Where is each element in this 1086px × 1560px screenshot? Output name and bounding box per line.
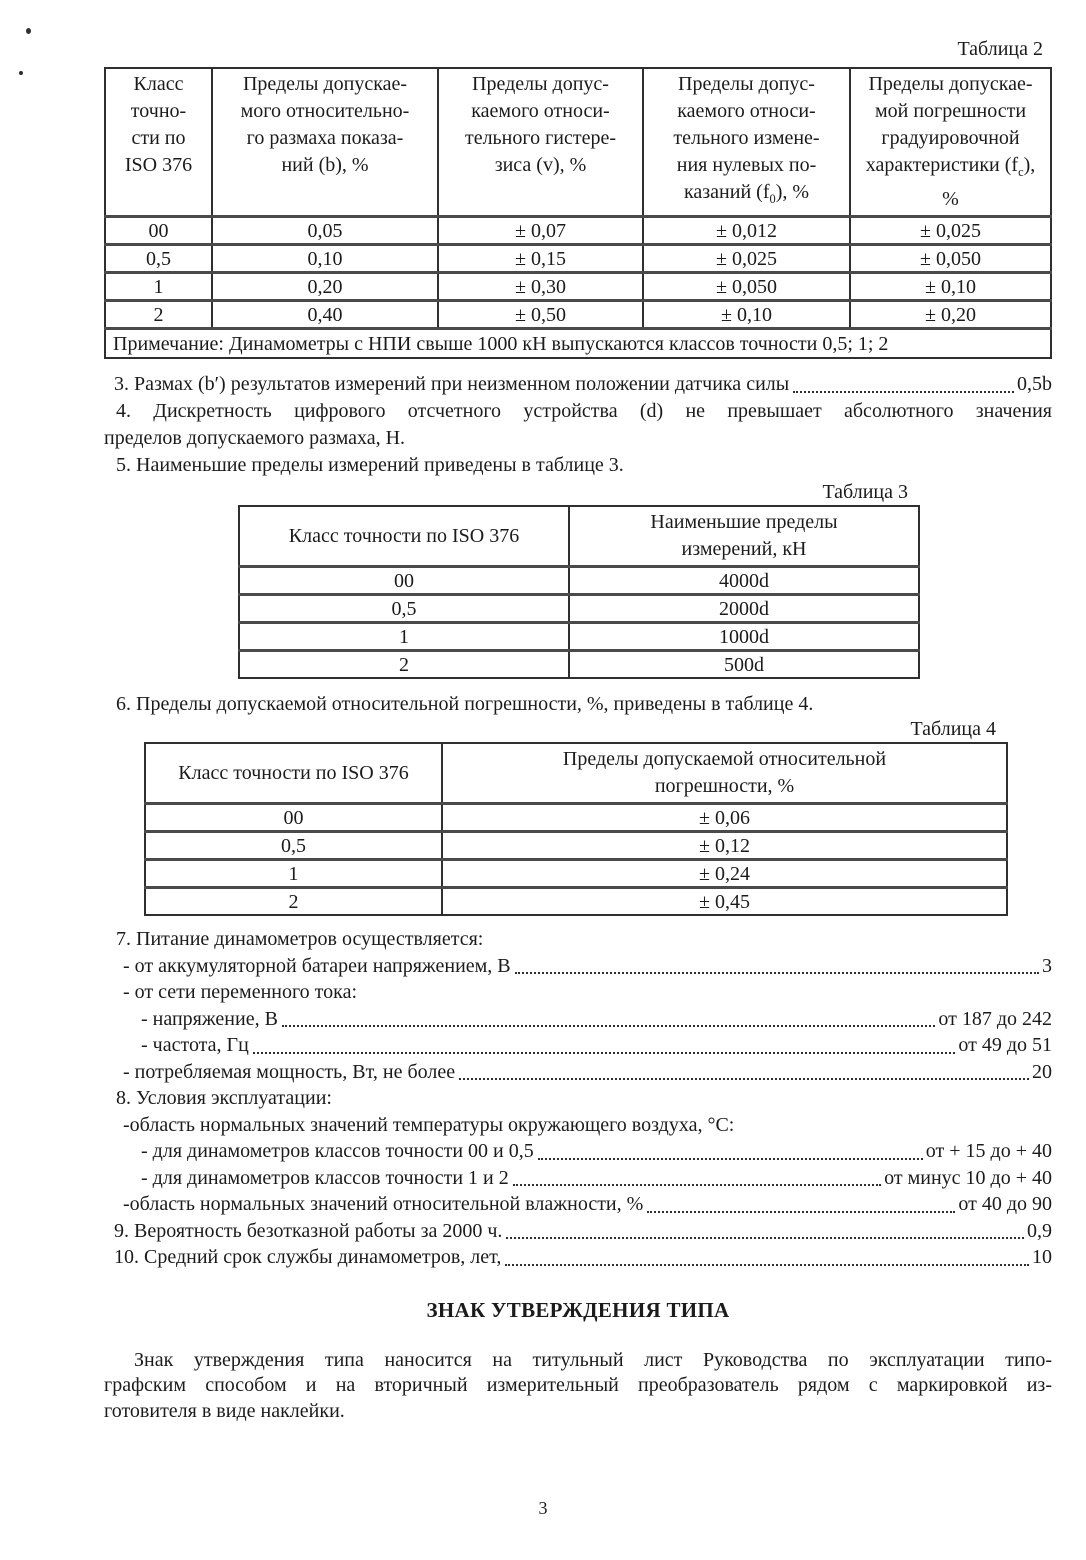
table-cell: 0,20	[212, 273, 438, 301]
list-item	[104, 371, 1052, 398]
list-item-value: от + 15 до + 40	[925, 1140, 1052, 1162]
table2-caption: Таблица 2	[957, 38, 1043, 60]
table-row	[105, 273, 1051, 301]
table3-caption: Таблица 3	[822, 481, 908, 503]
list-item	[104, 979, 1052, 1006]
list-item	[104, 1218, 1052, 1245]
list-item-label: - от аккумуляторной батареи напряжением, В	[123, 954, 511, 977]
dot-leader	[506, 1237, 1024, 1239]
type-approval-paragraph	[104, 1348, 1052, 1425]
accuracy-classes-table	[104, 67, 1052, 359]
table-cell: 1	[145, 860, 442, 888]
table-cell: ± 0,025	[850, 217, 1051, 245]
table-cell: 0,40	[212, 301, 438, 329]
table-row	[145, 832, 1007, 860]
table-cell: ± 0,025	[643, 245, 850, 273]
table-cell: 1	[239, 623, 569, 651]
table-note: Примечание: Динамометры с НПИ свыше 1000 кН выпускаются классов точности 0,5; 1; 2	[105, 329, 1051, 359]
table-cell: 2000d	[569, 595, 919, 623]
list-item	[104, 1059, 1052, 1086]
list-item-label: - потребляемая мощность, Вт, не более	[123, 1060, 456, 1083]
list-item-value: от 49 до 51	[958, 1034, 1052, 1056]
column-header: Пределы допус- каемого относи- тельного измене- ния нулевых по- казаний $(f_0)$, %	[643, 68, 850, 217]
table-cell: 500d	[569, 651, 919, 679]
column-header: Класс точности по ISO 376	[145, 743, 442, 804]
table-cell: ± 0,10	[850, 273, 1051, 301]
table-cell: 1	[105, 273, 212, 301]
list-item	[104, 1165, 1052, 1192]
table-note-row	[105, 329, 1051, 359]
list-item-line: пределов допускаемого размаха, Н.	[104, 427, 406, 449]
table-cell: ± 0,050	[850, 245, 1051, 273]
list-item-label: 9. Вероятность безотказной работы за 2000 ч.	[114, 1219, 503, 1242]
table-cell: 0,10	[212, 245, 438, 273]
table-header-row	[239, 506, 919, 567]
table-cell: ± 0,12	[442, 832, 1007, 860]
list-item-label: 7. Питание динамометров осуществляется:	[116, 928, 484, 950]
table-row	[105, 217, 1051, 245]
table-row	[145, 888, 1007, 916]
min-measurement-limits-table	[238, 505, 920, 679]
list-item-label: - для динамометров классов точности 1 и 2	[141, 1166, 509, 1189]
table-cell: ± 0,050	[643, 273, 850, 301]
column-header: Пределы допускае- мой погрешности градуировочной характеристики $(f_c)$, %	[850, 68, 1051, 217]
list-item-value: 3	[1042, 954, 1052, 977]
table-cell: 00	[105, 217, 212, 245]
table-cell: 1000d	[569, 623, 919, 651]
list-item-label: 8. Условия эксплуатации:	[116, 1087, 332, 1109]
scan-speck-icon	[26, 28, 31, 34]
list-item	[104, 1112, 1052, 1139]
table-cell: ± 0,07	[438, 217, 643, 245]
list-item-label: - от сети переменного тока:	[123, 981, 358, 1003]
table-row	[239, 651, 919, 679]
dot-leader	[647, 1211, 955, 1213]
table-cell: ± 0,10	[643, 301, 850, 329]
list-item-label: -область нормальных значений температуры окружающего воздуха, °С:	[123, 1113, 735, 1136]
list-item-label: 5. Наименьшие пределы измерений приведены в таблице 3.	[116, 454, 624, 476]
table-cell: 2	[145, 888, 442, 916]
table-row	[145, 860, 1007, 888]
table-cell: ± 0,06	[442, 804, 1007, 832]
table-cell: 0,5	[145, 832, 442, 860]
list-item-value: от 40 до 90	[958, 1193, 1052, 1215]
list-item	[104, 1032, 1052, 1059]
list-item	[104, 926, 1052, 953]
list-item-value: 0,9	[1027, 1219, 1052, 1242]
table-row	[145, 804, 1007, 832]
list-item	[104, 1191, 1052, 1218]
list-item-value: 0,5b	[1017, 373, 1052, 395]
table-cell: ± 0,45	[442, 888, 1007, 916]
table4-caption: Таблица 4	[910, 718, 996, 740]
scan-speck-icon	[19, 71, 23, 75]
page-number: 3	[538, 1498, 548, 1518]
list-item	[104, 1138, 1052, 1165]
list-item-label: - напряжение, В	[141, 1007, 278, 1030]
column-header: Класс точно- сти по ISO 376	[105, 68, 212, 217]
list-item-value: 10	[1032, 1246, 1052, 1268]
list-item-label: 3. Размах (b′) результатов измерений при неизменном положении датчика силы	[114, 373, 790, 395]
table-cell: 4000d	[569, 567, 919, 595]
list-item	[104, 1244, 1052, 1271]
table-cell: ± 0,15	[438, 245, 643, 273]
table-header-row	[145, 743, 1007, 804]
paragraph-line: Знак утверждения типа наносится на титульный лист Руководства по эксплуатации типо-	[134, 1348, 1052, 1371]
dot-leader	[538, 1158, 923, 1160]
list-item	[104, 1006, 1052, 1033]
table-cell: 2	[105, 301, 212, 329]
dot-leader	[513, 1184, 881, 1186]
paragraph-line: готовителя в виде наклейки.	[104, 1399, 345, 1422]
list-item	[104, 1085, 1052, 1112]
table-row	[105, 245, 1051, 273]
table-cell: 0,5	[105, 245, 212, 273]
list-item	[104, 452, 1052, 479]
type-approval-heading: ЗНАК УТВЕРЖДЕНИЯ ТИПА	[426, 1297, 730, 1322]
column-header: Пределы допускаемой относительной погрешности, %	[442, 743, 1007, 804]
column-header: Класс точности по ISO 376	[239, 506, 569, 567]
table-header-row	[105, 68, 1051, 217]
table-cell: ± 0,50	[438, 301, 643, 329]
table-row	[105, 301, 1051, 329]
list-item-label: -область нормальных значений относительной влажности, %	[123, 1193, 644, 1215]
column-header: Наименьшие пределы измерений, кН	[569, 506, 919, 567]
dot-leader	[515, 972, 1039, 974]
list-item-line: 4. Дискретность цифрового отсчетного устройства (d) не превышает абсолютного значения	[116, 400, 1052, 422]
list-item-label: - частота, Гц	[141, 1034, 249, 1056]
list-item	[104, 953, 1052, 980]
list-item-value: от минус 10 до + 40	[884, 1166, 1052, 1189]
table-cell: 00	[145, 804, 442, 832]
paragraph-line: графским способом и на вторичный измерительный преобразователь рядом с маркировкой из-	[104, 1374, 1052, 1396]
table-cell: ± 0,012	[643, 217, 850, 245]
table-cell: 00	[239, 567, 569, 595]
list-item-value: 20	[1032, 1060, 1052, 1083]
clauses-7-10	[104, 926, 1052, 1271]
column-header: Пределы допус- каемого относи- тельного гистере- зиса (v), %	[438, 68, 643, 217]
dot-leader	[282, 1025, 935, 1027]
table-row	[239, 623, 919, 651]
dot-leader	[793, 391, 1014, 393]
dot-leader	[505, 1264, 1029, 1266]
relative-error-limits-table	[144, 742, 1008, 916]
column-header: Пределы допускае- мого относительно- го размаха показа- ний (b), %	[212, 68, 438, 217]
dot-leader	[459, 1078, 1029, 1080]
table-cell: 0,05	[212, 217, 438, 245]
list-item-label: - для динамометров классов точности 00 и 0,5	[141, 1140, 534, 1162]
list-item-value: от 187 до 242	[938, 1007, 1052, 1030]
table-row	[239, 567, 919, 595]
table-cell: ± 0,24	[442, 860, 1007, 888]
clause-6: 6. Пределы допускаемой относительной погрешности, %, приведены в таблице 4.	[116, 693, 814, 715]
table-cell: ± 0,20	[850, 301, 1051, 329]
table-cell: 2	[239, 651, 569, 679]
table-row	[239, 595, 919, 623]
table-cell: ± 0,30	[438, 273, 643, 301]
clauses-3-5	[104, 371, 1052, 479]
table-cell: 0,5	[239, 595, 569, 623]
dot-leader	[253, 1052, 956, 1054]
list-item	[104, 398, 1052, 452]
list-item-label: 10. Средний срок службы динамометров, лет,	[114, 1246, 502, 1268]
